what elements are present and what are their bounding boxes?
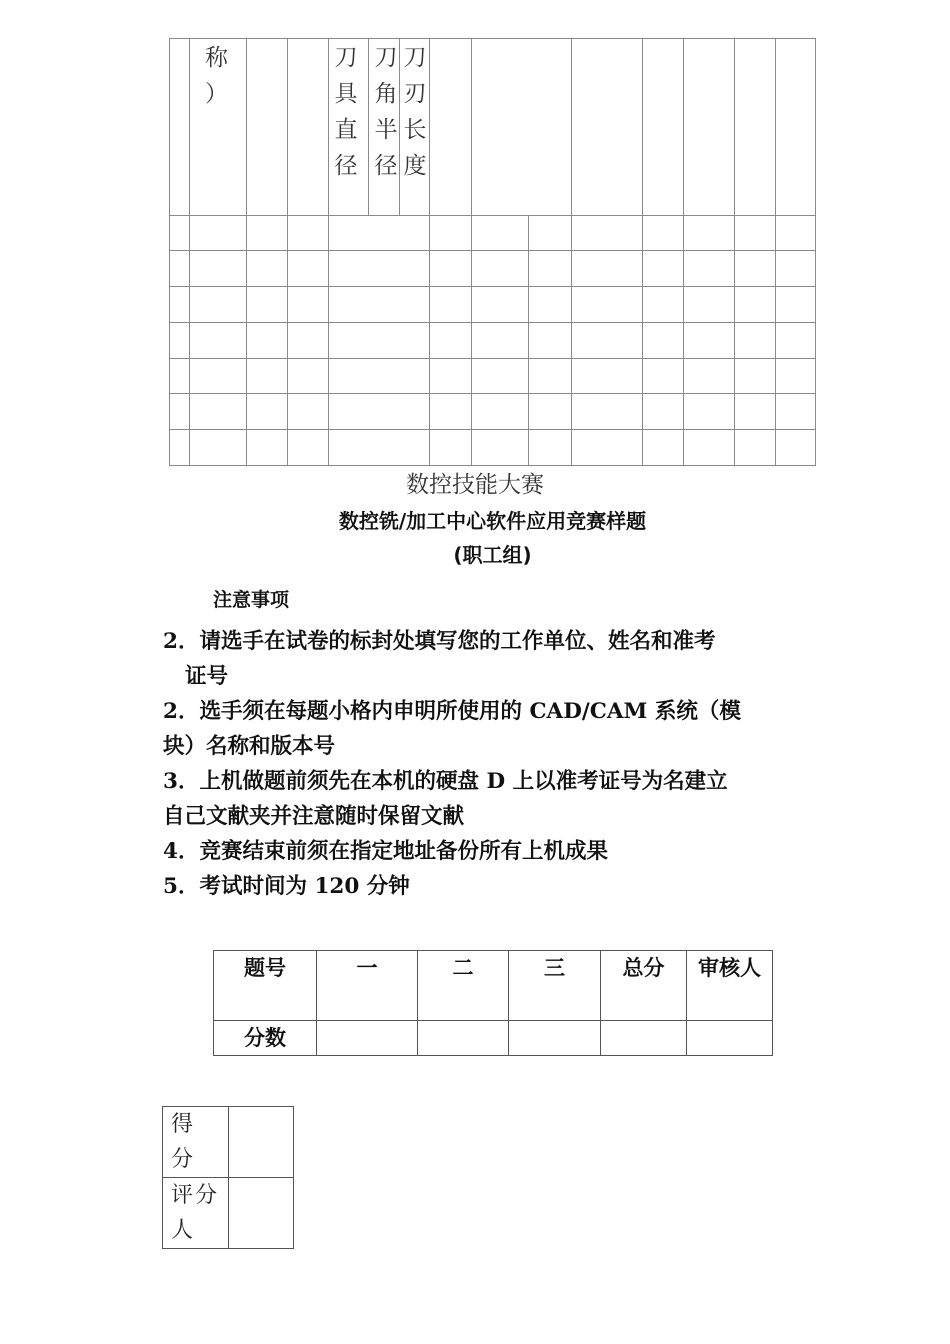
notice-item: 5．考试时间为 120 分钟 xyxy=(163,874,410,899)
tool-table xyxy=(169,38,816,466)
notice-item: 2．请选手在试卷的标封处填写您的工作单位、姓名和准考 证号 xyxy=(163,629,716,689)
section-three-header: 三 xyxy=(509,951,601,1021)
score-label: 得分 xyxy=(163,1107,229,1178)
table-rule xyxy=(169,358,816,359)
table-rule xyxy=(368,38,369,215)
table-rule xyxy=(169,429,816,430)
table-rule xyxy=(775,38,776,466)
table-rule xyxy=(246,38,247,466)
grade-box xyxy=(162,1106,294,1249)
score-cell[interactable] xyxy=(687,1021,773,1056)
group-label: (职工组) xyxy=(453,543,532,567)
score-cell[interactable] xyxy=(317,1021,418,1056)
tool-name-header-fragment: 称 ） xyxy=(205,45,228,107)
table-rule xyxy=(169,465,816,466)
table-rule xyxy=(429,38,430,466)
grader-value-cell[interactable] xyxy=(229,1178,294,1249)
corner-radius-header: 刀 角 半 径 xyxy=(374,45,398,179)
flute-length-header: 刀 刃 长 度 xyxy=(403,45,427,179)
table-rule xyxy=(642,38,643,466)
score-table xyxy=(213,950,773,1056)
table-rule xyxy=(734,38,735,466)
table-rule xyxy=(287,38,288,466)
notice-item: 3．上机做题前须先在本机的硬盘 D 上以准考证号为名建立 自己文献夹并注意随时保留文献 xyxy=(163,769,728,829)
table-rule xyxy=(528,215,529,466)
notice-item: 2．选手须在每题小格内申明所使用的 CAD/CAM 系统（模 块）名称和版本号 xyxy=(163,699,741,759)
reviewer-header: 审核人 xyxy=(687,951,773,1021)
table-rule xyxy=(471,38,472,466)
notice-item: 4．竞赛结束前须在指定地址备份所有上机成果 xyxy=(163,839,608,864)
table-rule xyxy=(683,38,684,466)
score-cell[interactable] xyxy=(509,1021,601,1056)
section-one-header: 一 xyxy=(317,951,418,1021)
section-two-header: 二 xyxy=(418,951,509,1021)
table-rule xyxy=(169,393,816,394)
table-rule xyxy=(169,38,816,39)
page-title: 数控铣/加工中心软件应用竞赛样题 xyxy=(338,509,647,533)
score-cell[interactable] xyxy=(601,1021,687,1056)
score-value-cell[interactable] xyxy=(229,1107,294,1178)
notice-list xyxy=(163,624,825,904)
question-number-header: 题号 xyxy=(214,951,317,1021)
grader-label: 评分人 xyxy=(163,1178,229,1249)
table-rule xyxy=(399,38,400,215)
competition-subtitle: 数控技能大赛 xyxy=(406,472,544,498)
table-rule xyxy=(571,38,572,466)
table-rule xyxy=(169,322,816,323)
notice-heading: 注意事项 xyxy=(213,589,290,611)
table-rule xyxy=(169,286,816,287)
table-rule xyxy=(169,38,170,466)
table-rule xyxy=(169,250,816,251)
table-rule xyxy=(189,38,190,466)
score-row-label: 分数 xyxy=(214,1021,317,1056)
table-rule xyxy=(169,215,816,216)
score-cell[interactable] xyxy=(418,1021,509,1056)
total-score-header: 总分 xyxy=(601,951,687,1021)
table-rule xyxy=(328,38,329,466)
table-rule xyxy=(815,38,816,466)
tool-diameter-header: 刀 具 直 径 xyxy=(334,45,358,179)
